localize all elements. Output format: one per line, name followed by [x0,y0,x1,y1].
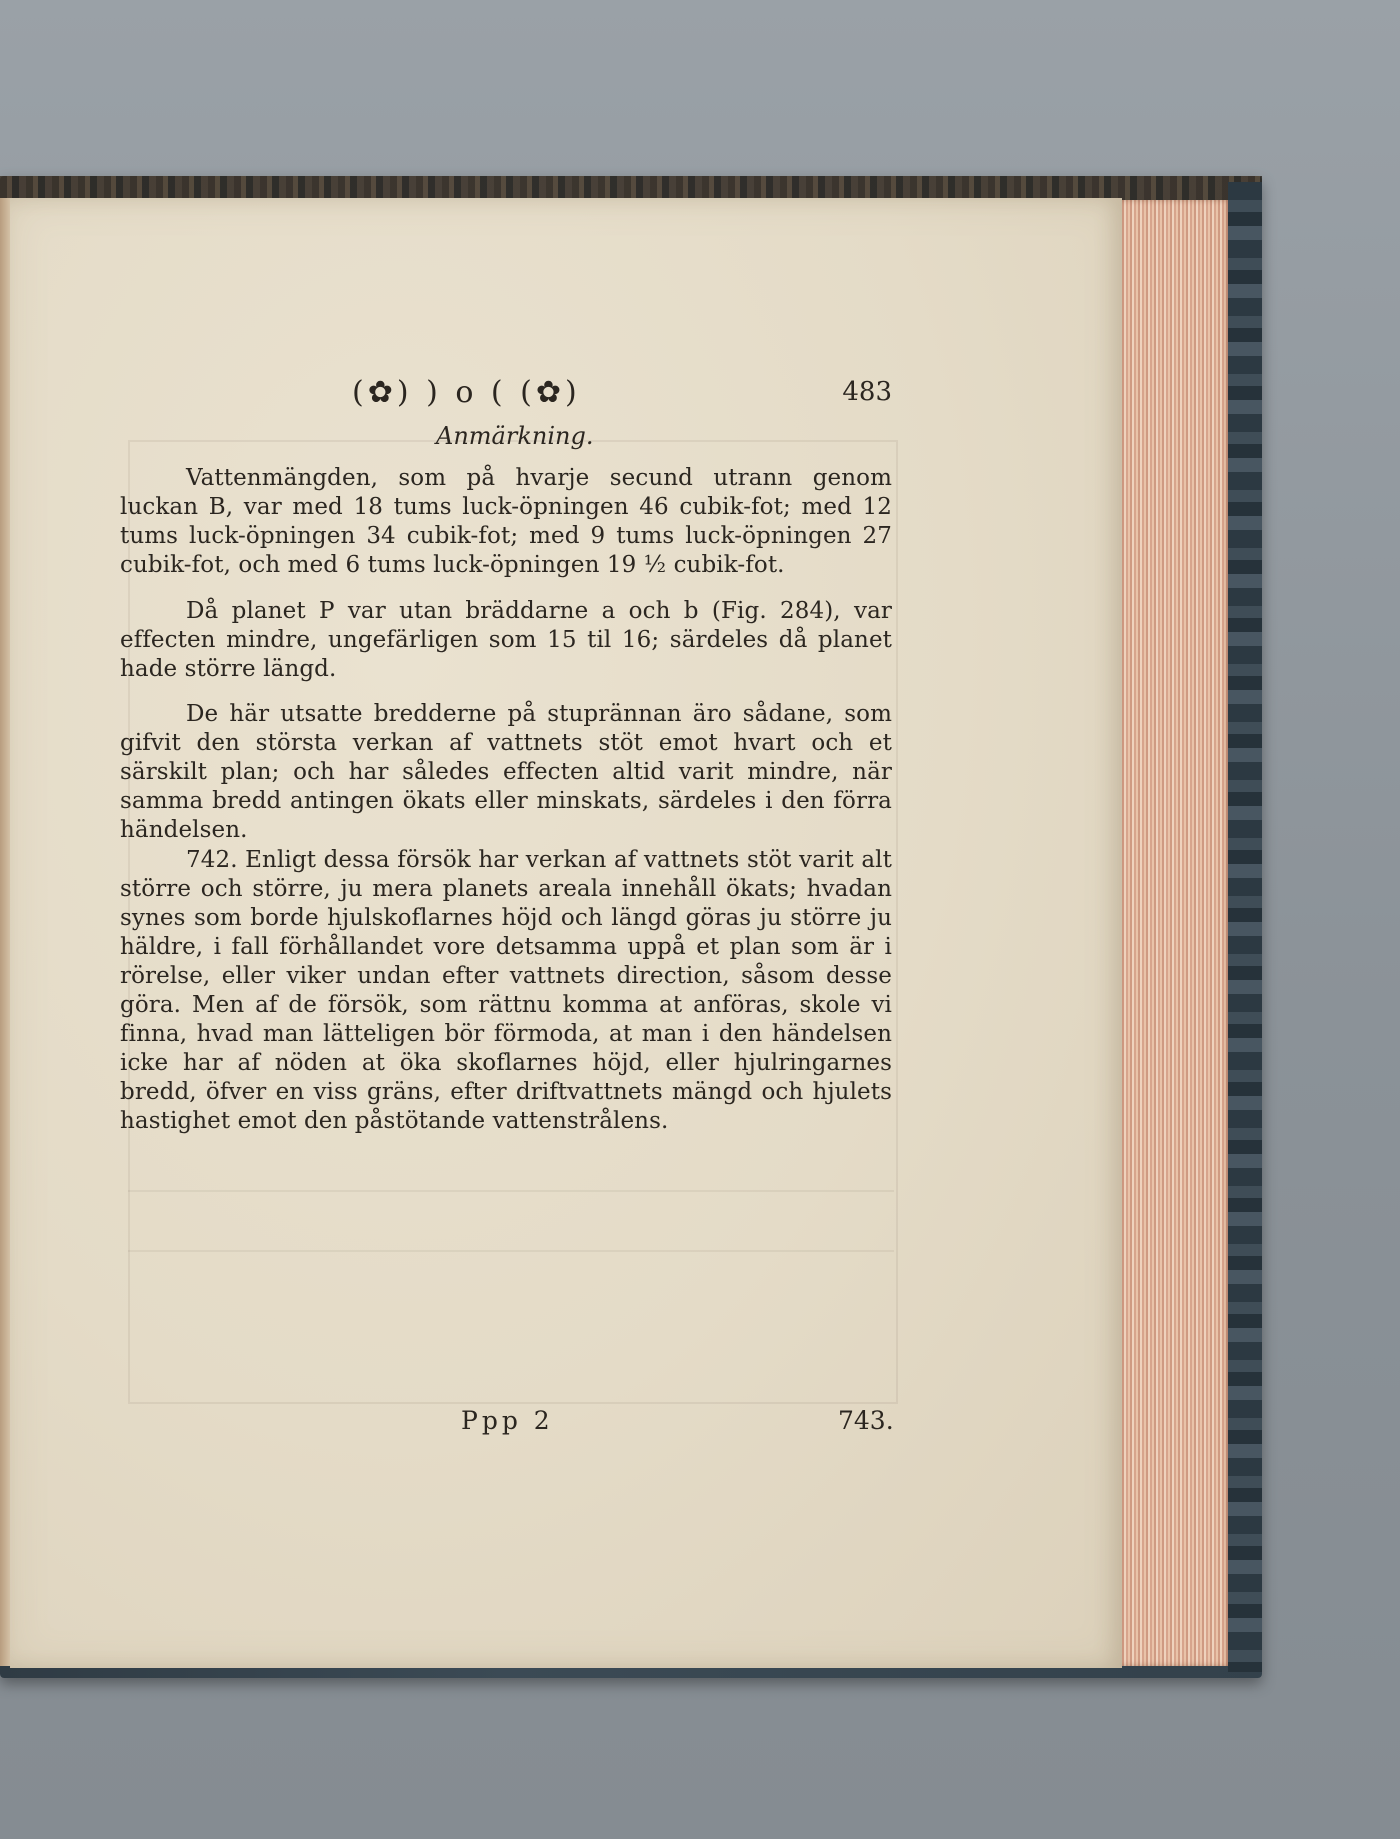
running-header [352,373,892,413]
bleed-through-rule [128,1190,894,1192]
paragraph-2-block [120,597,892,684]
bleed-through-rule [128,1250,894,1252]
header-ornament: (✿) ) o ( (✿) [352,375,581,410]
paragraph-4-block [120,846,892,1136]
signature-mark: Ppp 2 [461,1406,554,1435]
paragraph: De här utsatte bredderne på stuprännan äro sådane, som gifvit den största verkan af vattnets stöt emot hvart och et särskilt plan; och har således effecten altid varit mindre, när samma bredd antingen ökats eller minskats, särdeles i den förra händelsen. [120,701,892,843]
paragraph: Vattenmängden, som på hvarje secund utrann genom luckan B, var med 18 tums luck-öpningen 46 cubik-fot; med 12 tums luck-öpningen 34 cubik-fot; med 9 tums luck-öpningen 27 cubik-fot, och med 6 tums luck-öpningen 19 ½ cubik-fot. [120,465,892,578]
section-heading: Anmärkning. [436,422,594,450]
paragraph: Då planet P var utan bräddarne a och b (Fig. 284), var effecten mindre, ungefärligen som 15 til 16; särdeles då planet hade större längd. [120,598,892,682]
book-spine [1228,182,1262,1672]
paragraph-3-block [120,700,892,845]
page-number: 483 [842,377,892,407]
paragraph: 742. Enligt dessa försök har verkan af vattnets stöt varit alt större och större, ju mera planets areala innehåll ökats; hvadan synes som borde hjulskoflarnes höjd och längd göras ju större ju häldre, i fall förhållandet vore detsamma uppå et plan som är i rörelse, eller viker undan efter vattnets direction, såsom desse göra. Men af de försök, som rättnu komma at anföras, skole vi finna, hvad man lätteligen bör förmoda, at man i den händelsen icke har af nöden at öka skoflarnes höjd, eller hjulringarnes bredd, öfver en viss gräns, efter driftvattnets mängd och hjulets hastighet emot den påstötande vattenstrålens. [120,847,892,1134]
page-edges [1118,200,1228,1666]
paragraph-1-block [120,464,892,580]
catchword: 743. [838,1406,894,1435]
